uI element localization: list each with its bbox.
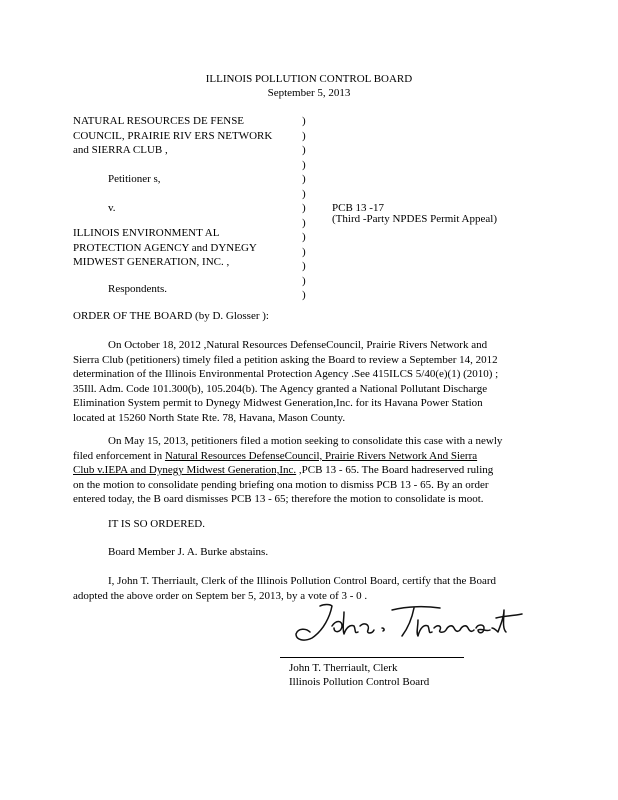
- paragraph2-line: on the motion to consolidate pending briefing ona motion to dismiss PCB 13 - 65. By an order: [73, 478, 489, 491]
- caption-parenthesis: ): [302, 173, 306, 185]
- certification-line: adopted the above order on Septem ber 5, 2013, by a vote of 3 - 0 .: [73, 589, 368, 602]
- paragraph1-line: 35Ill. Adm. Code 101.300(b), 105.204(b). The Agency granted a National Pollutant Discharge: [73, 382, 488, 395]
- caption-parenthesis: ): [302, 274, 306, 287]
- clerk-name: John T. Therriault, Clerk: [289, 662, 398, 674]
- clerk-title: Illinois Pollution Control Board: [289, 676, 430, 688]
- paragraph2-prefix: filed enforcement in: [73, 449, 165, 462]
- paragraph2-line: [73, 463, 535, 478]
- petitioner-line-3: and SIERRA CLUB ,: [73, 144, 168, 156]
- abstention-note: Board Member J. A. Burke abstains.: [108, 546, 269, 558]
- caption-parenthesis: ): [302, 187, 306, 200]
- caption-parenthesis: ): [302, 144, 306, 156]
- caption-parenthesis: ): [302, 115, 306, 127]
- paragraph-motion: [73, 434, 535, 507]
- order-heading: ORDER OF THE BOARD (by D. Glosser ):: [73, 310, 269, 322]
- order-date: September 5, 2013: [267, 87, 351, 99]
- handwritten-signature: [290, 598, 530, 648]
- paragraph-background: [73, 338, 535, 425]
- caption-parenthesis: ): [302, 216, 306, 229]
- paragraph1-line: located at 15260 North State Rte. 78, Havana, Mason County.: [73, 411, 346, 424]
- signature-line: [280, 657, 464, 658]
- paragraph2-line: [73, 449, 535, 464]
- paragraph1-line: Sierra Club (petitioners) timely filed a petition asking the Board to review a September 14, 2012: [73, 353, 498, 366]
- case-type: (Third -Party NPDES Permit Appeal): [332, 213, 497, 225]
- versus-label: v.: [108, 202, 116, 214]
- so-ordered: IT IS SO ORDERED.: [108, 518, 205, 530]
- case-citation-underlined: Natural Resources DefenseCouncil, Prairie Rivers Network And Sierra: [164, 449, 478, 462]
- paragraph1-line: determination of the Illinois Environmental Protection Agency .See 415ILCS 5/40(e)(1) (2010) ;: [73, 368, 499, 380]
- caption-parenthesis-column: [302, 114, 312, 303]
- respondents-label: Respondents.: [108, 283, 167, 295]
- caption-parenthesis: ): [302, 231, 306, 243]
- paragraph1-line: On October 18, 2012 ,Natural Resources DefenseCouncil, Prairie Rivers Network and: [108, 339, 488, 351]
- agency-title: ILLINOIS POLLUTION CONTROL BOARD: [205, 73, 413, 85]
- paragraph1-line: Elimination System permit to Dynegy Midwest Generation,Inc. for its Havana Power Station: [73, 397, 483, 409]
- petitioner-line-2: COUNCIL, PRAIRIE RIV ERS NETWORK: [73, 129, 273, 142]
- petitioner-line-1: NATURAL RESOURCES DE FENSE: [73, 115, 245, 127]
- paragraph2-line: entered today, the B oard dismisses PCB 13 - 65; therefore the motion to consolidate is moot.: [73, 493, 484, 505]
- caption-parenthesis: ): [302, 245, 306, 258]
- caption-parenthesis: ): [302, 202, 306, 214]
- respondent-line-2: PROTECTION AGENCY and DYNEGY: [73, 241, 257, 254]
- paragraph2-suffix: ,PCB 13 - 65. The Board hadreserved ruling: [296, 464, 494, 476]
- paragraph2-line: On May 15, 2013, petitioners filed a motion seeking to consolidate this case with a newly: [108, 435, 503, 447]
- caption-parenthesis: ): [302, 260, 306, 272]
- respondent-line-3: MIDWEST GENERATION, INC. ,: [73, 256, 230, 268]
- certification-line: I, John T. Therriault, Clerk of the Illinois Pollution Control Board, certify that the Board: [108, 575, 496, 587]
- caption-parenthesis: ): [302, 289, 306, 301]
- caption-parenthesis: ): [302, 129, 306, 142]
- petitioners-label: Petitioner s,: [108, 173, 161, 185]
- case-number: PCB 13 -17: [332, 202, 384, 214]
- caption-parenthesis: ): [302, 158, 306, 171]
- respondent-line-1: ILLINOIS ENVIRONMENT AL: [73, 227, 220, 239]
- case-citation-underlined: Club v.IEPA and Dynegy Midwest Generation,Inc.: [73, 464, 297, 476]
